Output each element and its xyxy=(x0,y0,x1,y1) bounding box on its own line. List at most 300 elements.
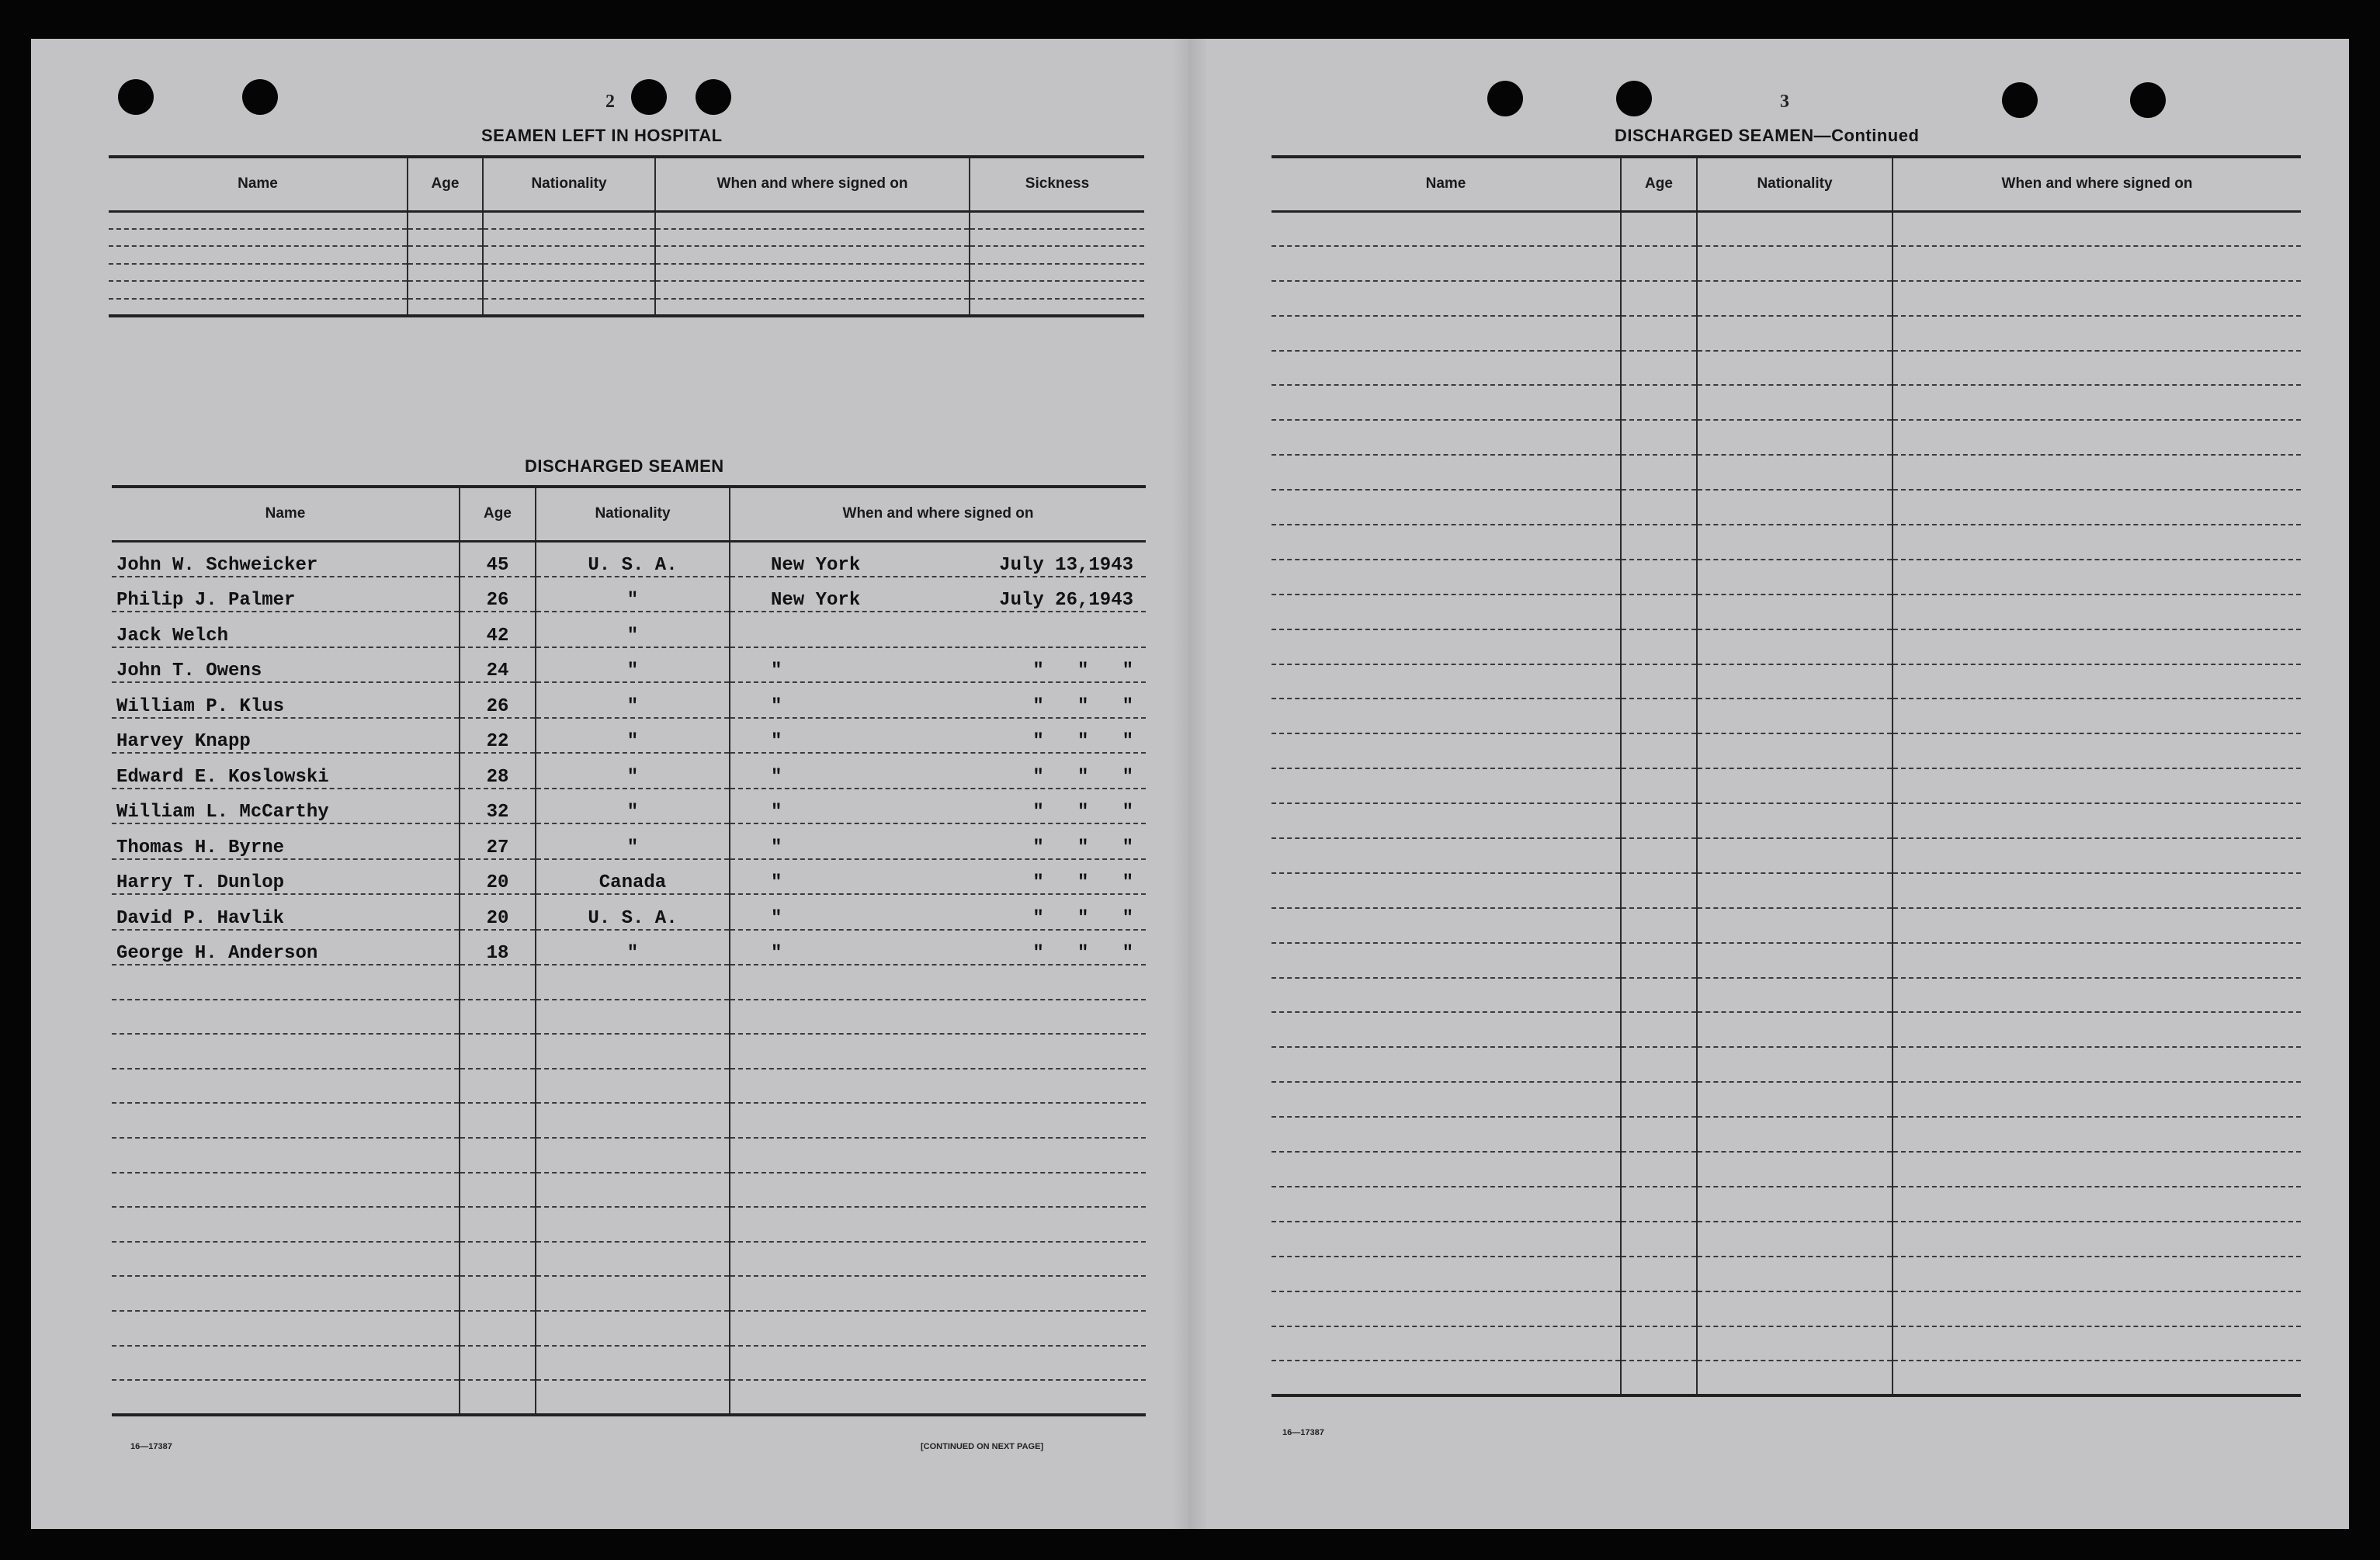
blank-cell xyxy=(730,1346,1146,1381)
blank-cell xyxy=(655,246,970,264)
blank-row xyxy=(1272,943,2301,978)
blank-row xyxy=(1272,490,2301,525)
blank-cell xyxy=(1893,1257,2301,1291)
discharged-continued-heading: DISCHARGED SEAMEN—Continued xyxy=(1615,126,1920,145)
blank-cell xyxy=(536,965,730,1000)
signed-on-place: " xyxy=(771,660,782,681)
blank-row xyxy=(1272,838,2301,873)
blank-cell xyxy=(483,281,655,299)
blank-cell xyxy=(1893,316,2301,351)
blank-cell xyxy=(1697,664,1893,699)
document-sheet xyxy=(31,39,2349,1529)
blank-cell xyxy=(1893,595,2301,629)
discharged-heading: DISCHARGED SEAMEN xyxy=(525,456,724,476)
blank-row xyxy=(1272,1361,2301,1395)
blank-cell xyxy=(1697,525,1893,560)
blank-cell xyxy=(1272,455,1621,490)
blank-cell xyxy=(1272,246,1621,281)
seaman-nationality: " xyxy=(536,682,730,718)
blank-cell xyxy=(112,1207,460,1242)
blank-row xyxy=(109,246,1144,264)
blank-cell xyxy=(1621,873,1697,908)
signed-on-cell xyxy=(730,541,1146,577)
blank-cell xyxy=(408,299,483,317)
blank-cell xyxy=(1272,629,1621,664)
blank-cell xyxy=(1697,1187,1893,1222)
blank-cell xyxy=(460,1242,536,1277)
seaman-nationality: U. S. A. xyxy=(536,541,730,577)
blank-cell xyxy=(970,246,1144,264)
blank-cell xyxy=(109,229,408,247)
seaman-name: Jack Welch xyxy=(112,612,460,647)
signed-on-cell xyxy=(730,612,1146,647)
blank-cell xyxy=(970,211,1144,229)
signed-on-date: July 13,1943 xyxy=(999,554,1133,576)
blank-cell xyxy=(655,299,970,317)
column-header-age: Age xyxy=(1621,157,1697,211)
seaman-nationality: " xyxy=(536,647,730,683)
blank-cell xyxy=(1697,281,1893,316)
blank-cell xyxy=(1272,281,1621,316)
blank-cell xyxy=(1893,629,2301,664)
seaman-nationality: " xyxy=(536,577,730,612)
signed-on-place: " xyxy=(771,731,782,752)
blank-cell xyxy=(1893,803,2301,838)
blank-cell xyxy=(1697,246,1893,281)
blank-cell xyxy=(1621,1152,1697,1187)
blank-cell xyxy=(1697,490,1893,525)
seaman-age: 20 xyxy=(460,894,536,930)
signed-on-place: " xyxy=(771,907,782,929)
blank-cell xyxy=(483,211,655,229)
table-row xyxy=(112,789,1146,824)
blank-cell xyxy=(112,1034,460,1069)
blank-row xyxy=(1272,873,2301,908)
blank-cell xyxy=(1272,1361,1621,1395)
seaman-age: 45 xyxy=(460,541,536,577)
blank-row xyxy=(1272,316,2301,351)
blank-cell xyxy=(1697,1082,1893,1117)
blank-row xyxy=(1272,246,2301,281)
blank-row xyxy=(112,1276,1146,1311)
blank-row xyxy=(1272,211,2301,246)
blank-cell xyxy=(536,1346,730,1381)
blank-cell xyxy=(1621,1117,1697,1152)
seaman-name: Thomas H. Byrne xyxy=(112,823,460,859)
blank-cell xyxy=(1893,1047,2301,1082)
seaman-age: 27 xyxy=(460,823,536,859)
blank-cell xyxy=(1272,525,1621,560)
seaman-name: Harvey Knapp xyxy=(112,718,460,754)
blank-cell xyxy=(655,211,970,229)
signed-on-cell xyxy=(730,789,1146,824)
blank-row xyxy=(1272,1222,2301,1257)
blank-cell xyxy=(483,229,655,247)
signed-on-cell xyxy=(730,753,1146,789)
blank-cell xyxy=(1893,1187,2301,1222)
blank-cell xyxy=(536,1276,730,1311)
blank-cell xyxy=(1893,1012,2301,1047)
blank-cell xyxy=(1697,838,1893,873)
table-row xyxy=(112,930,1146,965)
blank-cell xyxy=(730,965,1146,1000)
blank-cell xyxy=(112,1069,460,1104)
seaman-age: 28 xyxy=(460,753,536,789)
blank-cell xyxy=(1621,490,1697,525)
blank-cell xyxy=(1272,768,1621,803)
blank-cell xyxy=(1272,943,1621,978)
seaman-name: George H. Anderson xyxy=(112,930,460,965)
blank-row xyxy=(1272,420,2301,455)
blank-row xyxy=(1272,1082,2301,1117)
blank-cell xyxy=(536,1069,730,1104)
signed-on-place: " xyxy=(771,837,782,858)
blank-row xyxy=(1272,560,2301,595)
table-row xyxy=(112,718,1146,754)
seaman-nationality: " xyxy=(536,930,730,965)
page-number: 2 xyxy=(605,92,615,112)
blank-cell xyxy=(109,246,408,264)
blank-row xyxy=(1272,768,2301,803)
blank-cell xyxy=(655,229,970,247)
column-header-signed-on: When and where signed on xyxy=(655,157,970,211)
blank-cell xyxy=(1697,351,1893,386)
signed-on-cell xyxy=(730,682,1146,718)
blank-cell xyxy=(730,1138,1146,1173)
blank-cell xyxy=(1893,246,2301,281)
blank-cell xyxy=(1272,1187,1621,1222)
blank-cell xyxy=(1621,1326,1697,1361)
table-row xyxy=(112,647,1146,683)
blank-cell xyxy=(1621,1047,1697,1082)
blank-cell xyxy=(1893,351,2301,386)
signed-on-cell xyxy=(730,718,1146,754)
blank-cell xyxy=(1893,1082,2301,1117)
blank-cell xyxy=(1272,873,1621,908)
blank-row xyxy=(112,965,1146,1000)
seaman-name: William L. McCarthy xyxy=(112,789,460,824)
blank-cell xyxy=(1893,768,2301,803)
blank-row xyxy=(1272,699,2301,733)
punch-hole xyxy=(696,79,731,115)
blank-cell xyxy=(1272,1117,1621,1152)
discharged-continued-table xyxy=(1272,155,2301,1397)
blank-cell xyxy=(1697,1257,1893,1291)
seaman-age: 22 xyxy=(460,718,536,754)
signed-on-date: " " " xyxy=(1032,660,1133,681)
signed-on-place: " xyxy=(771,695,782,717)
blank-row xyxy=(112,1242,1146,1277)
blank-row xyxy=(1272,595,2301,629)
blank-row xyxy=(109,264,1144,282)
blank-cell xyxy=(112,1311,460,1346)
blank-cell xyxy=(1272,803,1621,838)
blank-cell xyxy=(1621,525,1697,560)
blank-cell xyxy=(1697,1361,1893,1395)
blank-cell xyxy=(970,229,1144,247)
blank-cell xyxy=(460,1034,536,1069)
seaman-nationality: " xyxy=(536,718,730,754)
signed-on-cell xyxy=(730,577,1146,612)
blank-cell xyxy=(1272,1082,1621,1117)
blank-cell xyxy=(970,281,1144,299)
blank-cell xyxy=(1893,943,2301,978)
blank-cell xyxy=(536,1000,730,1035)
blank-cell xyxy=(730,1034,1146,1069)
blank-row xyxy=(112,1138,1146,1173)
signed-on-date: " " " xyxy=(1032,766,1133,788)
blank-cell xyxy=(112,1138,460,1173)
blank-cell xyxy=(408,281,483,299)
signed-on-date: July 26,1943 xyxy=(999,590,1133,611)
blank-cell xyxy=(1621,211,1697,246)
blank-cell xyxy=(1697,1047,1893,1082)
blank-cell xyxy=(112,1276,460,1311)
seaman-nationality: U. S. A. xyxy=(536,894,730,930)
seaman-nationality: " xyxy=(536,789,730,824)
punch-hole xyxy=(242,79,278,115)
blank-cell xyxy=(1893,211,2301,246)
column-header-signed-on: When and where signed on xyxy=(730,487,1146,541)
blank-cell xyxy=(483,264,655,282)
blank-cell xyxy=(730,1242,1146,1277)
blank-cell xyxy=(1272,351,1621,386)
blank-row xyxy=(1272,1152,2301,1187)
blank-row xyxy=(109,281,1144,299)
punch-hole xyxy=(1487,81,1523,116)
blank-cell xyxy=(1893,873,2301,908)
blank-cell xyxy=(730,1311,1146,1346)
signed-on-date: " " " xyxy=(1032,695,1133,717)
blank-row xyxy=(1272,1012,2301,1047)
table-row xyxy=(112,682,1146,718)
table-row xyxy=(112,894,1146,930)
blank-cell xyxy=(1893,455,2301,490)
blank-cell xyxy=(536,1173,730,1208)
signed-on-place: " xyxy=(771,943,782,964)
blank-row xyxy=(1272,803,2301,838)
blank-cell xyxy=(112,1000,460,1035)
blank-cell xyxy=(1893,420,2301,455)
blank-cell xyxy=(1272,1047,1621,1082)
blank-cell xyxy=(1621,978,1697,1013)
blank-cell xyxy=(112,1103,460,1138)
signed-on-cell xyxy=(730,859,1146,895)
blank-cell xyxy=(112,1346,460,1381)
blank-cell xyxy=(1697,733,1893,768)
punch-hole xyxy=(1616,81,1652,116)
blank-cell xyxy=(460,1138,536,1173)
form-number: 16—17387 xyxy=(1282,1428,1324,1437)
column-header-signed-on: When and where signed on xyxy=(1893,157,2301,211)
signed-on-place: " xyxy=(771,872,782,893)
blank-cell xyxy=(1893,699,2301,733)
punch-hole xyxy=(631,79,667,115)
seaman-name: John W. Schweicker xyxy=(112,541,460,577)
blank-cell xyxy=(536,1380,730,1415)
blank-cell xyxy=(1272,211,1621,246)
blank-cell xyxy=(1697,908,1893,943)
signed-on-date: " " " xyxy=(1032,907,1133,929)
blank-row xyxy=(1272,733,2301,768)
blank-cell xyxy=(536,1138,730,1173)
blank-row xyxy=(1272,351,2301,386)
blank-cell xyxy=(1272,490,1621,525)
blank-cell xyxy=(1697,699,1893,733)
blank-cell xyxy=(1697,1117,1893,1152)
blank-row xyxy=(1272,1291,2301,1326)
blank-cell xyxy=(1272,595,1621,629)
blank-cell xyxy=(1893,908,2301,943)
blank-cell xyxy=(109,211,408,229)
signed-on-place: " xyxy=(771,766,782,788)
seaman-name: William P. Klus xyxy=(112,682,460,718)
blank-cell xyxy=(408,246,483,264)
blank-row xyxy=(109,299,1144,317)
blank-cell xyxy=(1621,420,1697,455)
blank-cell xyxy=(483,246,655,264)
blank-cell xyxy=(1893,664,2301,699)
blank-cell xyxy=(1621,943,1697,978)
discharged-table xyxy=(112,485,1146,1416)
blank-cell xyxy=(1893,560,2301,595)
blank-cell xyxy=(536,1103,730,1138)
blank-row xyxy=(112,1311,1146,1346)
blank-cell xyxy=(1697,560,1893,595)
blank-cell xyxy=(1621,908,1697,943)
blank-cell xyxy=(408,264,483,282)
blank-cell xyxy=(1272,1152,1621,1187)
blank-cell xyxy=(730,1000,1146,1035)
blank-row xyxy=(112,1207,1146,1242)
continued-note: [CONTINUED ON NEXT PAGE] xyxy=(921,1442,1044,1451)
blank-cell xyxy=(1893,525,2301,560)
signed-on-place: New York xyxy=(771,554,861,576)
seaman-nationality: " xyxy=(536,753,730,789)
blank-cell xyxy=(1272,1012,1621,1047)
signed-on-date: " " " xyxy=(1032,872,1133,893)
blank-cell xyxy=(1697,1152,1893,1187)
blank-row xyxy=(112,1069,1146,1104)
blank-cell xyxy=(1272,733,1621,768)
blank-row xyxy=(1272,629,2301,664)
blank-cell xyxy=(1697,873,1893,908)
blank-cell xyxy=(536,1034,730,1069)
blank-cell xyxy=(730,1103,1146,1138)
blank-cell xyxy=(536,1311,730,1346)
seaman-nationality: " xyxy=(536,612,730,647)
column-header-age: Age xyxy=(460,487,536,541)
hospital-heading: SEAMEN LEFT IN HOSPITAL xyxy=(481,126,723,145)
column-header-nationality: Nationality xyxy=(483,157,655,211)
blank-cell xyxy=(1621,838,1697,873)
blank-cell xyxy=(1272,978,1621,1013)
signed-on-place: " xyxy=(771,802,782,823)
column-header-nationality: Nationality xyxy=(1697,157,1893,211)
blank-row xyxy=(1272,385,2301,420)
blank-cell xyxy=(1893,1152,2301,1187)
blank-row xyxy=(1272,1326,2301,1361)
seaman-age: 20 xyxy=(460,859,536,895)
signed-on-date: " " " xyxy=(1032,943,1133,964)
blank-cell xyxy=(730,1207,1146,1242)
blank-cell xyxy=(1621,629,1697,664)
signed-on-place: New York xyxy=(771,590,861,611)
table-row xyxy=(112,577,1146,612)
blank-cell xyxy=(1697,803,1893,838)
blank-cell xyxy=(408,229,483,247)
blank-cell xyxy=(109,264,408,282)
blank-cell xyxy=(1893,838,2301,873)
blank-cell xyxy=(1272,908,1621,943)
blank-cell xyxy=(1697,768,1893,803)
seaman-age: 32 xyxy=(460,789,536,824)
blank-cell xyxy=(112,1242,460,1277)
blank-cell xyxy=(1697,1012,1893,1047)
blank-cell xyxy=(460,1311,536,1346)
table-row xyxy=(112,823,1146,859)
column-header-name: Name xyxy=(1272,157,1621,211)
blank-cell xyxy=(1621,1291,1697,1326)
blank-cell xyxy=(536,1207,730,1242)
blank-cell xyxy=(970,299,1144,317)
blank-row xyxy=(112,1034,1146,1069)
blank-cell xyxy=(1893,1326,2301,1361)
seaman-name: Harry T. Dunlop xyxy=(112,859,460,895)
blank-cell xyxy=(730,1173,1146,1208)
blank-cell xyxy=(460,1207,536,1242)
blank-cell xyxy=(1272,420,1621,455)
column-header-nationality: Nationality xyxy=(536,487,730,541)
table-row xyxy=(112,541,1146,577)
blank-cell xyxy=(655,264,970,282)
blank-cell xyxy=(112,965,460,1000)
blank-cell xyxy=(1697,595,1893,629)
seaman-name: John T. Owens xyxy=(112,647,460,683)
blank-cell xyxy=(1697,1326,1893,1361)
blank-cell xyxy=(1893,1291,2301,1326)
blank-cell xyxy=(1621,733,1697,768)
blank-cell xyxy=(1272,1222,1621,1257)
blank-cell xyxy=(112,1173,460,1208)
blank-row xyxy=(112,1380,1146,1415)
seaman-age: 24 xyxy=(460,647,536,683)
blank-cell xyxy=(1893,490,2301,525)
column-header-sickness: Sickness xyxy=(970,157,1144,211)
blank-row xyxy=(1272,525,2301,560)
blank-cell xyxy=(1272,316,1621,351)
seaman-nationality: Canada xyxy=(536,859,730,895)
page-fold xyxy=(1172,39,1206,1529)
seaman-age: 26 xyxy=(460,682,536,718)
blank-cell xyxy=(730,1276,1146,1311)
blank-row xyxy=(112,1000,1146,1035)
blank-cell xyxy=(1893,978,2301,1013)
seaman-name: Philip J. Palmer xyxy=(112,577,460,612)
blank-cell xyxy=(109,281,408,299)
blank-row xyxy=(112,1173,1146,1208)
punch-hole xyxy=(118,79,154,115)
seaman-nationality: " xyxy=(536,823,730,859)
blank-cell xyxy=(1621,803,1697,838)
blank-cell xyxy=(1272,664,1621,699)
blank-row xyxy=(112,1103,1146,1138)
blank-row xyxy=(1272,1117,2301,1152)
blank-cell xyxy=(1621,664,1697,699)
column-header-name: Name xyxy=(109,157,408,211)
blank-cell xyxy=(1621,1082,1697,1117)
blank-cell xyxy=(1621,385,1697,420)
